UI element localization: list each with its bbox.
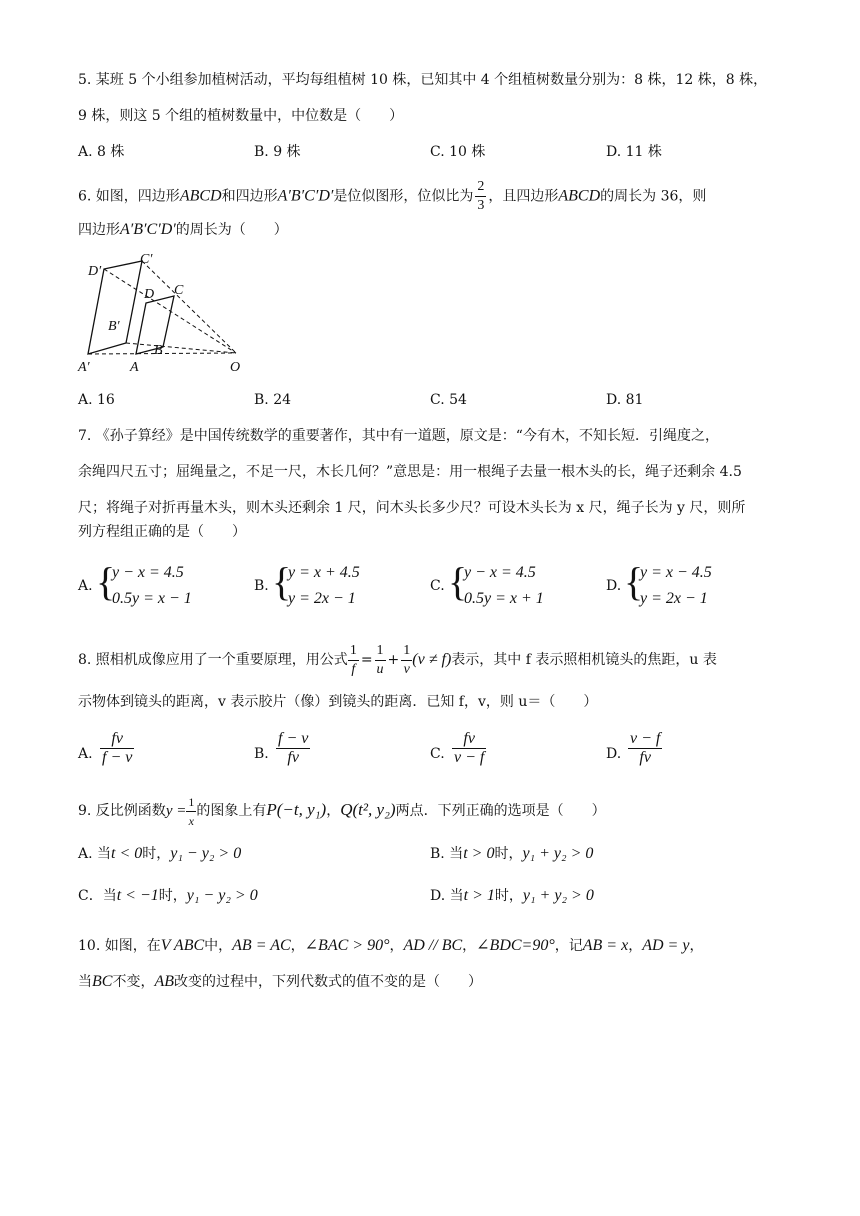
label-a-prime: A′ [78,360,90,375]
ray-c [142,261,236,353]
q5-option-a: A. 8 株 [78,144,125,160]
label-d: D [144,287,155,302]
q10-line-1: 10. 如图，在V ABC中，AB = AC，∠BAC > 90°，AD // BC，∠BDC=90°，记AB = x，AD = y， [78,937,704,954]
ray-b [126,343,236,353]
formula-1-over-f: $\frac{1}{f}$ [349,642,357,677]
q6-option-d: D. 81 [606,392,644,408]
q5-option-c: C. 10 株 [430,144,486,160]
formula-1-over-u: $\frac{1}{u}$ [376,642,384,677]
point-p: P(−t, y₁) [266,800,327,819]
q5-line-2: 9 株，则这 5 个组的植树数量中，中位数是（ ） [78,108,404,124]
q9-option-b: B. 当t > 0时，y₁ + y₂ > 0 [430,845,594,862]
q6-option-a: A. 16 [78,392,115,408]
q7-line-4: 列方程组正确的是（ ） [78,524,246,540]
point-q: Q(t², y₂) [340,800,396,819]
quad-abcd: ABCD [179,187,222,205]
q6-option-c: C. 54 [430,392,467,408]
label-a: A [130,360,139,375]
label-c-prime: C′ [140,252,153,267]
q6-option-b: B. 24 [254,392,292,408]
homothety-figure [70,245,250,375]
quad-abcd-prime: A′B′C′D′ [277,187,334,205]
q7-line-3: 尺；将绳子对折再量木头，则木头还剩余 1 尺，问木头长多少尺？可设木头长为 x 尺，绳子长为 y 尺，则所 [78,500,746,516]
q7-line-2: 余绳四尺五寸；屈绳量之，不足一尺，木长几何？”意思是：用一根绳子去量一根木头的长，绳子还剩余 4.5 [78,464,742,480]
q6-line-2: 四边形A′B′C′D′的周长为（ ） [78,221,288,238]
ratio-fraction: $\frac{2}{3}$ [477,179,485,213]
q9-line: 9. 反比例函数y = $\frac{1}{x}$ 的图象上有P(−t, y₁)，Q(t², y₂)两点．下列正确的选项是（ ） [78,794,606,828]
q5-line-1: 5. 某班 5 个小组参加植树活动，平均每组植树 10 株，已知其中 4 个组植树数量分别为：8 株，12 株，8 株， [78,72,768,88]
q5-option-d: D. 11 株 [606,144,662,160]
func-fraction: $\frac{1}{x}$ [188,794,195,828]
label-d-prime: D′ [88,264,102,279]
label-b-prime: B′ [108,319,120,334]
q9-option-a: A. 当t < 0时，y₁ − y₂ > 0 [78,845,242,862]
label-b: B [154,343,163,358]
label-c: C [174,283,184,298]
q5-option-b: B. 9 株 [254,144,301,160]
q8-line-2: 示物体到镜头的距离，v 表示胶片（像）到镜头的距离．已知 f，v，则 u＝（ ） [78,694,598,710]
label-o: O [230,360,241,375]
q8-line-1: 8. 照相机成像应用了一个重要原理，用公式 $\frac{1}{f}$ = $\frac{1}{u}$ + $\frac{1}{v}$ (v ≠ f)表示，其中 f 表示照相机镜头的焦距，u 表 [78,642,717,677]
q6-line-1: 6. 如图，四边形ABCD和四边形A′B′C′D′是位似图形，位似比为 $\frac{2}{3}$ ，且四边形ABCD的周长为 36，则 [78,179,707,213]
q10-line-2: 当BC不变，AB改变的过程中，下列代数式的值不变的是（ ） [78,973,482,990]
q9-option-c: C．当t < −1时，y₁ − y₂ > 0 [78,887,258,904]
formula-1-over-v: $\frac{1}{v}$ [403,642,411,677]
q9-option-d: D. 当t > 1时，y₁ + y₂ > 0 [430,887,594,904]
q7-line-1: 7. 《孙子算经》是中国传统数学的重要著作，其中有一道题，原文是：“今有木，不知长短．引绳度之， [78,428,719,444]
ray-d [104,269,236,353]
